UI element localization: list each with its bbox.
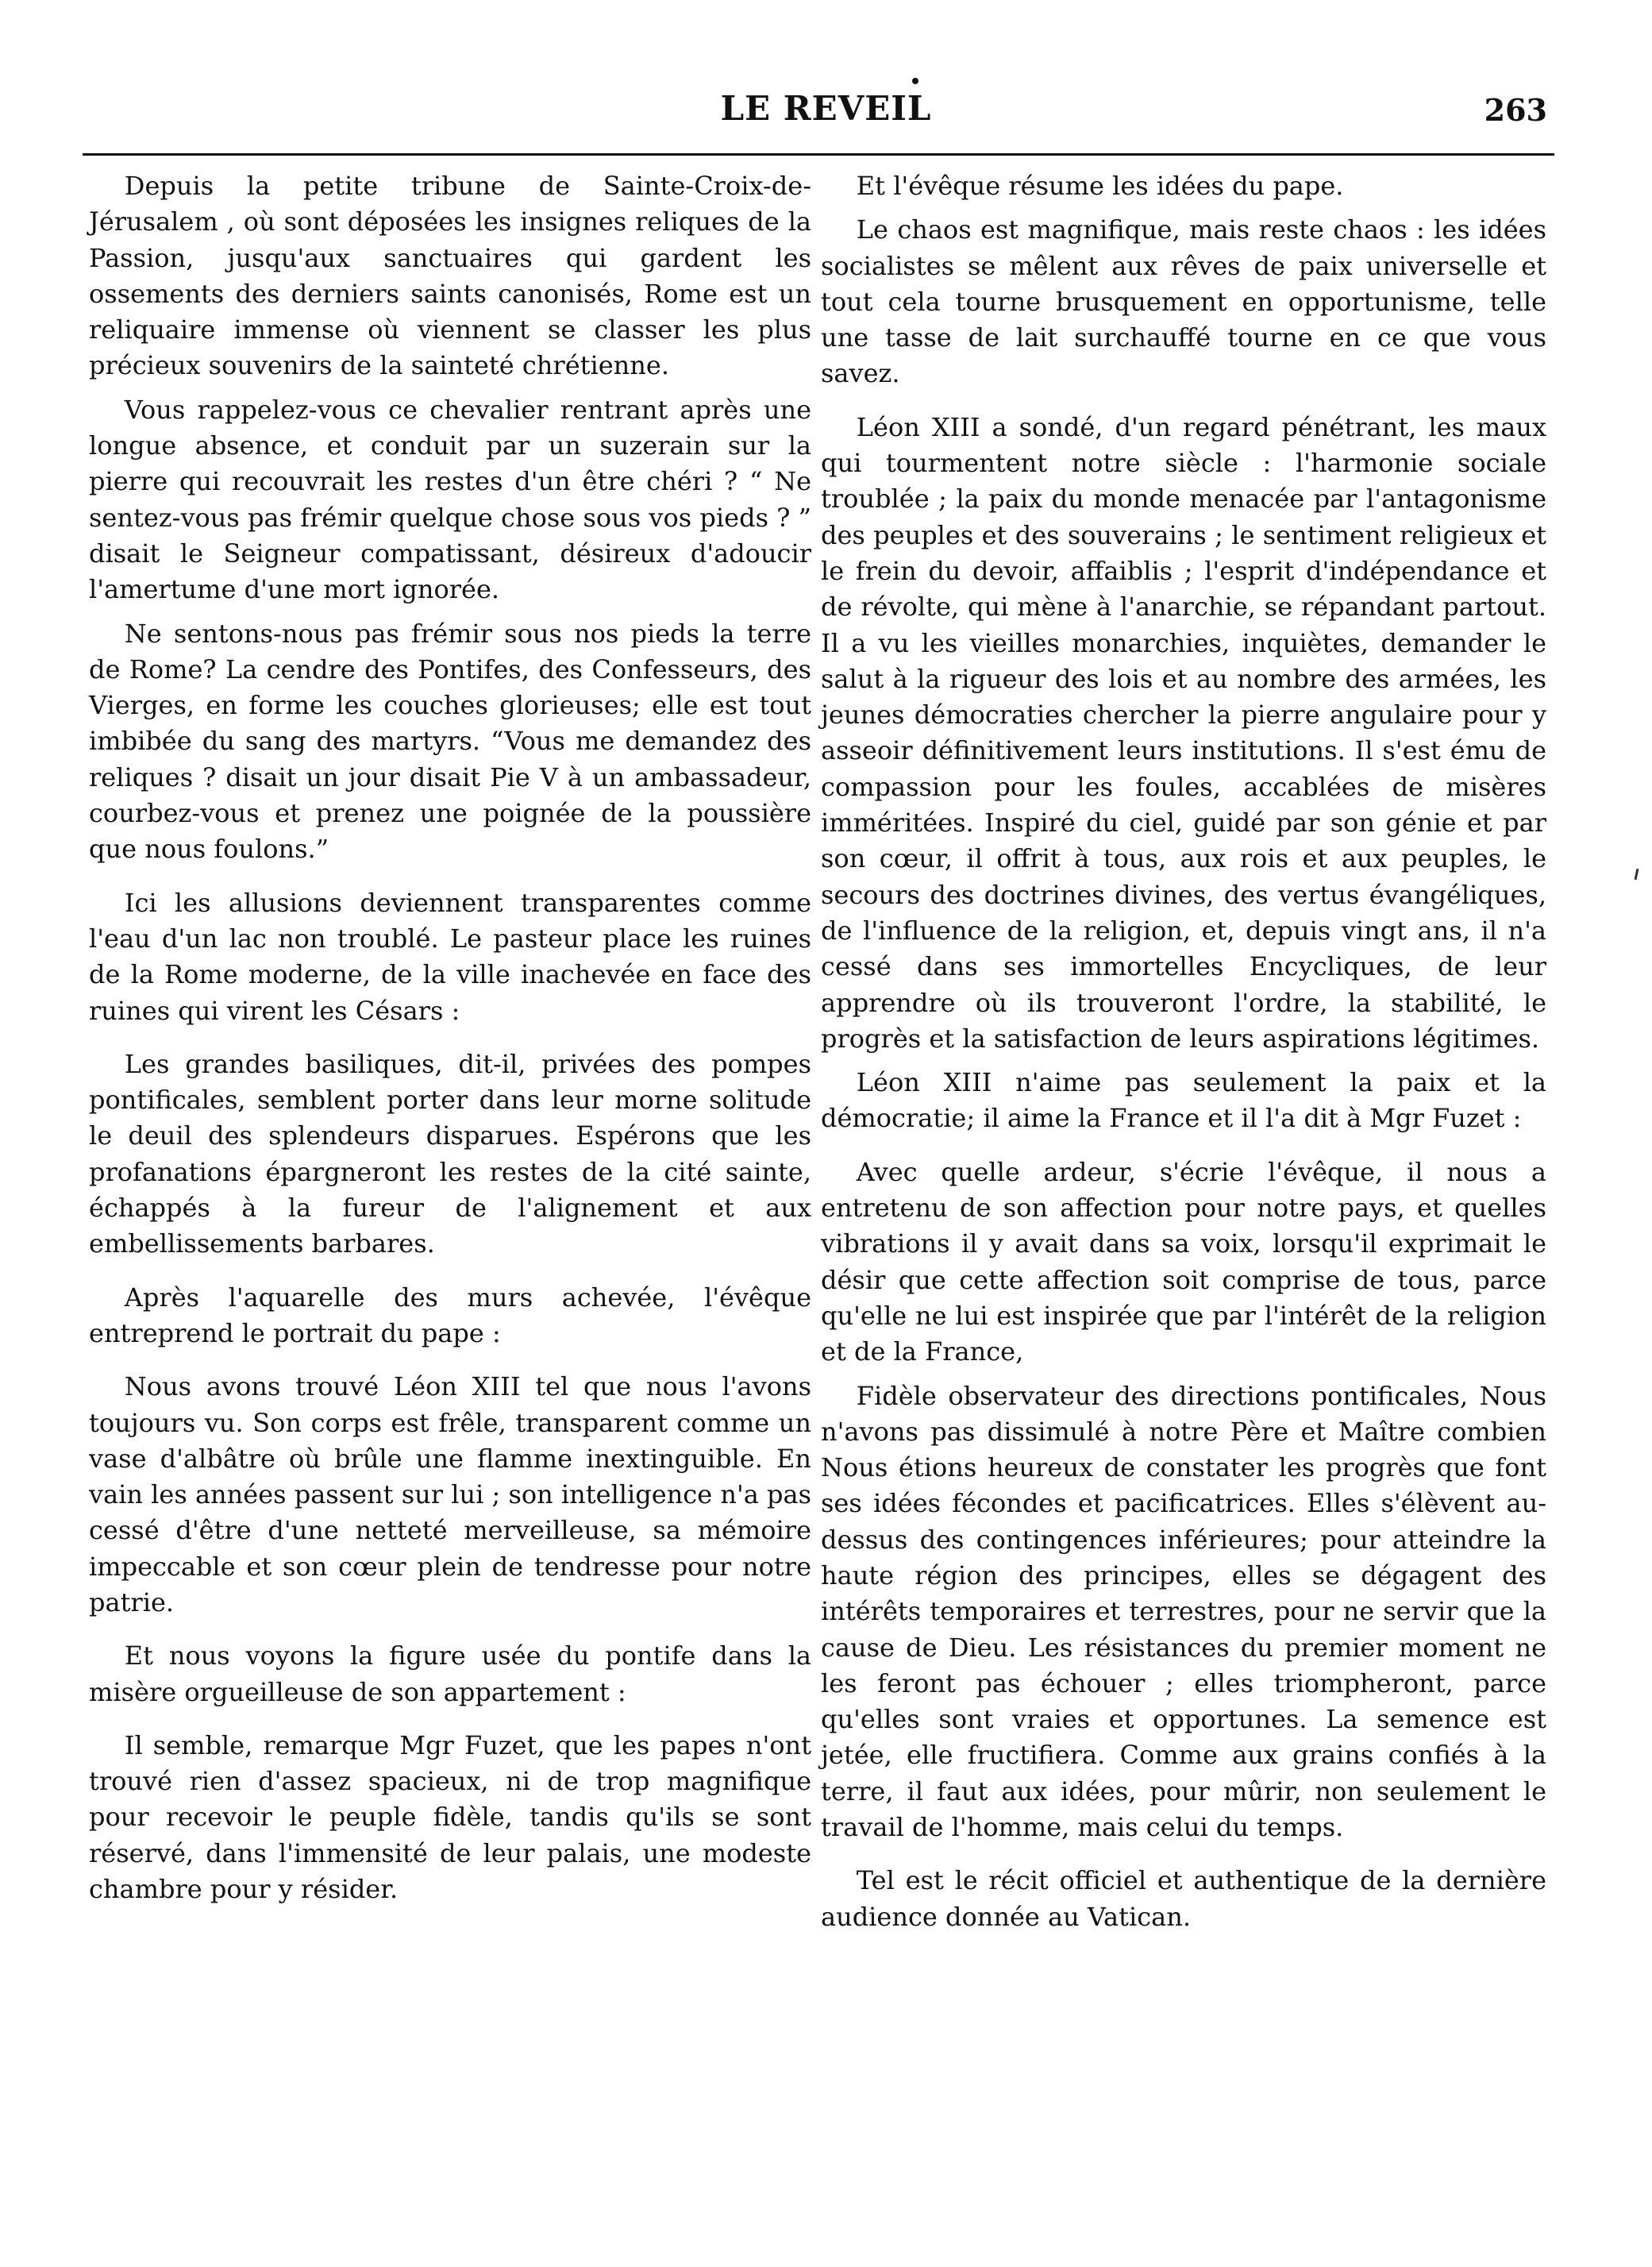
paragraph: Léon XIII n'aime pas seulement la paix et la démocratie; il aime la France et il l'a dit à Mgr Fuzet : [821,1067,1546,1134]
paragraph: Et nous voyons la figure usée du pontife dans la misère orgueilleuse de son appartement : [89,1640,811,1707]
quoted-paragraph: Léon XIII a sondé, d'un regard pénétrant, les maux qui tourmentent notre siècle : l'harmonie sociale troublée ; la paix du monde menacée par l'antagonisme des peuples et des souverains ; le sentiment religieux et le frein du devoir, affaiblis ; l'esprit d'indépendance et de révolte, qui mène à l'anarchie, se répandant partout. Il a vu les vieilles monarchies, inquiètes, demander le salut à la rigueur des lois et au nombre des armées, les jeunes démocraties chercher la pierre angulaire pour y asseoir définitivement leurs institutions. Il s'est ému de compassion pour les foules, accablées de misères imméritées. Inspiré du ciel, guidé par son génie et par son cœur, il offrit à tous, aux rois et aux peuples, le secours des doctrines divines, des vertus évangéliques, de l'influence de la religion, et, depuis vingt ans, il n'a cessé dans ses immortelles Encycliques, de leur apprendre où ils trouveront l'ordre, la stabilité, le progrès et la satisfaction de leurs aspirations légitimes. [821,411,1546,1054]
right-column [821,168,1546,1943]
left-column [89,168,811,1915]
quoted-paragraph: Le chaos est magnifique, mais reste chaos : les idées socialistes se mêlent aux rêves de paix universelle et tout cela tourne brusquement en opportunisme, telle une tasse de lait surchauffé tourne en ce que vous savez. [821,214,1546,389]
quoted-paragraph: Il semble, remarque Mgr Fuzet, que les papes n'ont trouvé rien d'assez spacieux, ni de trop magnifique pour recevoir le peuple fidèle, tandis qu'ils se sont réservé, dans l'immensité de leur palais, une modeste chambre pour y résider. [89,1729,811,1905]
paragraph: Après l'aquarelle des murs achevée, l'évêque entreprend le portrait du pape : [89,1282,811,1348]
margin-mark [1635,869,1639,880]
quoted-paragraph: Nous avons trouvé Léon XIII tel que nous l'avons toujours vu. Son corps est frêle, transparent comme un vase d'albâtre où brûle une flamme inextinguible. En vain les années passent sur lui ; son intelligence n'a pas cessé d'être d'une netteté merveilleuse, sa mémoire impeccable et son cœur plein de tendresse pour notre patrie. [89,1371,811,1617]
running-title: LE REVEIL [720,89,932,128]
paragraph: Tel est le récit officiel et authentique de la dernière audience donnée au Vatican. [821,1865,1546,1932]
page-number: 263 [1484,92,1547,128]
paragraph: Ne sentons-nous pas frémir sous nos pieds la terre de Rome? La cendre des Pontifes, des Confesseurs, des Vierges, en forme les couches glorieuses; elle est tout imbibée du sang des martyrs. “Vous me demandez des reliques ? disait un jour disait Pie V à un ambassadeur, courbez-vous et prenez une poignée de la poussière que nous foulons.” [89,618,811,865]
paragraph: Vous rappelez-vous ce chevalier rentrant après une longue absence, et conduit par un suzerain sur la pierre qui recouvrait les restes d'un être chéri ? “ Ne sentez-vous pas frémir quelque chose sous vos pieds ? ” disait le Seigneur compatissant, désireux d'adoucir l'amertume d'une mort ignorée. [89,394,811,605]
header-ornament-dot [912,78,918,84]
quoted-paragraph: Les grandes basiliques, dit-il, privées des pompes pontificales, semblent porter dans leur morne solitude le deuil des splendeurs disparues. Espérons que les profanations épargneront les restes de la cité sainte, échappés à la fureur de l'alignement et aux embellissements barbares. [89,1048,811,1259]
paragraph: Depuis la petite tribune de Sainte-Croix-de-Jérusalem , où sont déposées les insignes reliques de la Passion, jusqu'aux sanctuaires qui gardent les ossements des derniers saints canonisés, Rome est un reliquaire immense où viennent se classer les plus précieux souvenirs de la sainteté chrétienne. [89,171,811,381]
paragraph: Ici les allusions deviennent transparentes comme l'eau d'un lac non troublé. Le pasteur place les ruines de la Rome moderne, de la ville inachevée en face des ruines qui virent les Césars : [89,887,811,1026]
quoted-paragraph: Avec quelle ardeur, s'écrie l'évêque, il nous a entretenu de son affection pour notre pays, et quelles vibrations il y avait dans sa voix, lorsqu'il exprimait le désir que cette affection soit comprise de tous, parce qu'elle ne lui est inspirée que par l'intérêt de la religion et de la France, [821,1156,1546,1367]
header-rule [83,153,1554,156]
quoted-paragraph: Fidèle observateur des directions pontificales, Nous n'avons pas dissimulé à notre Père et Maître combien Nous étions heureux de constater les progrès que font ses idées fécondes et pacificatrices. Elles s'élèvent au-dessus des contingences inférieures; pour atteindre la haute région des principes, elles se dégagent des intérêts temporaires et terrestres, pour ne servir que la cause de Dieu. Les résistances du premier moment ne les feront pas échouer ; elles triompheront, parce qu'elles sont vraies et opportunes. La semence est jetée, elle fructifiera. Comme aux grains confiés à la terre, il faut aux idées, pour mûrir, non seulement le travail de l'homme, mais celui du temps. [821,1380,1546,1843]
paragraph: Et l'évêque résume les idées du pape. [856,171,1344,201]
